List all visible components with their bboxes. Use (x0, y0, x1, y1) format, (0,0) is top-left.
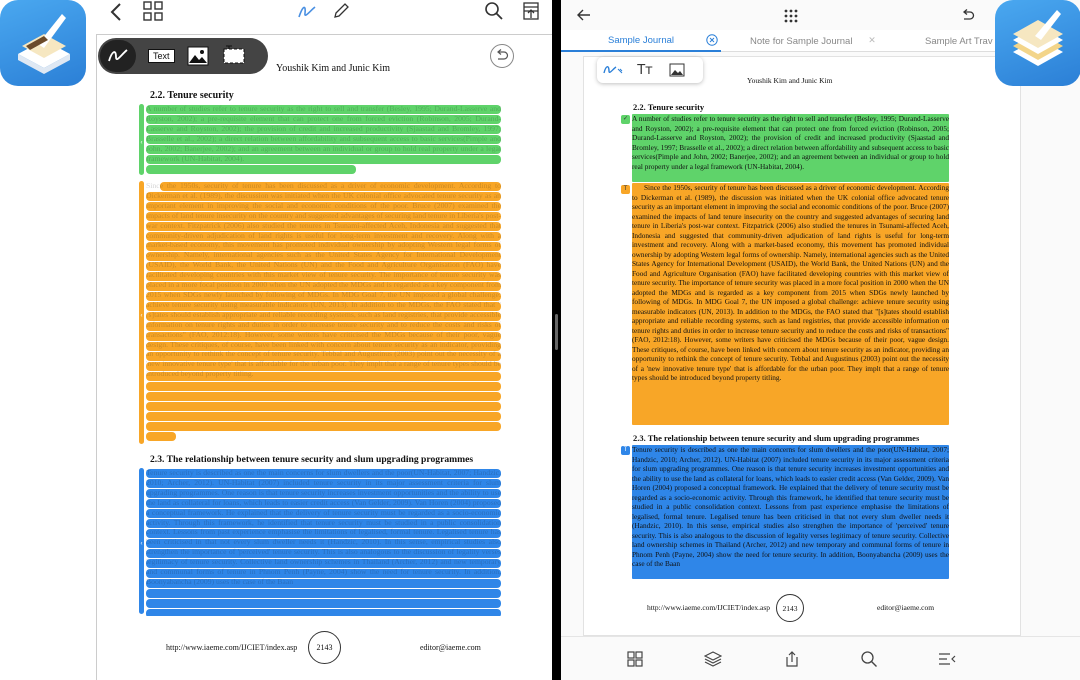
left-green-text: A number of studies refer to tenure security as the right to sell and transfer (Besley, 1995; Durand-Lasserve and Royston, 2002); a pre-requisite element that can protect one from forced eviction (Robinson, 2005; Durand-Lasserve and Royston, 2002); the provision of credit and increased productivity (Sjaastad and Bromley, 1997; Brasselle et al., 2002); a direct relation between affordability and subsequent access to basic services(Pimple and John, 2002; Banerjee, 2002); and an agreement between an individual or group to hold real property under a legal framework (UN-Habitat, 2004). (146, 104, 501, 163)
left-orange-text: Since the 1950s, security of tenure has been discussed as a driver of economic development. According to Dickerman et al. (1989), the discussion was initiated when the UK colonial office advocated tenure security as an important element in improving the social and economic conditions of the poor. Bruce (2007) examined the impacts of land tenure insecurity on the country and suggested advantages of securing land tenure in Liberia's post-war context. Fitzpatrick (2006) also studied the tenures in Tsunami-affected Aceh, Indonesia and suggested that community-driven adjudication of land rights is useful for long-term investment and recovery. Along with a market-based economy, this movement has promoted individual ownership by adopting Western legal forms of ownership. Namely, international agencies such as the United States Agency for International Development (USAID), the World Bank, the United Nations (UN) and the Food and Agriculture Organisation (FAO) have facilitated developing countries with this market view of tenure security. The importance of tenure security was placed in a more focal position in 2000 when the UN adopted the MDGs and is regarded as a key component from 2015 when SDGs newly launched by following of MDGs. In MDG Goal 7, the UN imposed a global challenge: achieve tenure security using measurable indicators (UN, 2013). In addition to the MDGs, the FAO stated that "[s]tates should establish appropriate and reliable recording systems, such as land registries, that provide accessible information on tenure rights and duties in order to increase tenure security and to reduce the costs and risks of transactions" (FAO, 2012:18). However, some writers have criticised the MDGs because of their poor, vague design. These critiques, of course, have been linked with concern about tenure security as an indicator, providing an opportunity to rethink the concept of tenure security. Tebbal and Augustinus (2003) point out the necessity of a 'new innovative tenure type' that is affordable for the urban poor. They implt that a range of tenure types should be introduced beyond property titling. (146, 181, 501, 379)
tab-note[interactable] (750, 30, 870, 52)
orange-margin-bar[interactable]: ‹ (139, 181, 144, 444)
menu-icon[interactable] (937, 649, 957, 669)
left-page-number: 2143 (308, 631, 341, 664)
tab-label: Note for Sample Journal (750, 35, 853, 47)
right-authors: Youshik Kim and Junic Kim (747, 76, 833, 85)
left-blue-highlight[interactable] (146, 468, 501, 616)
search-icon[interactable] (859, 649, 879, 669)
divider-grip[interactable] (555, 314, 558, 350)
left-blue-text: Tenure security is described as one the main concerns for slum dwellers and the poor(UN-Habitat, 2007; Handzic, 2010; Archer, 2012). UN-Habitat (2007) included tenure security in its major assessment criteria for slum upgrading programmes. One reason is that tenure security increases investment opportunities and the ability to use the land as collateral for loans, which leads to easier credit access (Van Gelder, 2009). Van Horen (2004) proposed a conceptual framework. He explained that the delivery of tenure security must be regarded as a socio-economic activity. Through this framework, he identified that tenure security must be studied in a public consolidation context. Lessons from past experience emphasise the limitations of legalised, formal tenure. Legalised tenure has been criticised in that not every slum dweller needs it (Handzic, 2010). In this sense, empirical studies also strengthen the importance of 'perceived' tenure security. This is also analogous to the discussion of legality verses legitimacy of tenure security. Collective land ownership schemes in Thailand (Archer, 2012) and new temporary and communal forms of tenure in Phnom Penh (Payne, 2004) show the need for tenure security. In addition, Boonyabancha (2009) uses the case of the Baan (146, 468, 501, 586)
undo-button[interactable] (490, 44, 514, 68)
left-section-heading-2: 2.3. The relationship between tenure security and slum upgrading programmes (150, 454, 474, 465)
green-margin-bar[interactable]: ‹ (139, 104, 144, 175)
export-icon[interactable] (520, 0, 542, 22)
text-tool-label: Text (148, 49, 175, 63)
back-arrow-icon[interactable] (575, 6, 593, 24)
pen-tool-button[interactable] (597, 57, 629, 83)
tab-label: Sample Journal (607, 34, 674, 46)
back-icon[interactable] (106, 0, 126, 24)
blue-margin-bar[interactable]: ‹ (139, 468, 144, 614)
undo-icon (495, 49, 509, 63)
blue-note-marker[interactable]: T (621, 446, 630, 455)
pencil-icon[interactable] (330, 0, 352, 22)
right-page-number: 2143 (776, 594, 804, 622)
orange-note-marker[interactable]: T (621, 185, 630, 194)
image-icon[interactable] (661, 57, 693, 83)
left-green-highlight[interactable] (146, 104, 501, 178)
right-blue-highlight[interactable] (632, 445, 949, 579)
drawing-toolbar (98, 38, 268, 74)
left-section-heading-1: 2.2. Tenure security (150, 90, 234, 101)
bottom-toolbar (561, 636, 1080, 680)
image-tool-button[interactable] (187, 46, 209, 66)
annotation-toolbar (597, 57, 703, 83)
tab-sample-journal[interactable] (561, 30, 721, 52)
close-tab-icon[interactable] (705, 33, 719, 47)
right-orange-highlight[interactable] (632, 183, 949, 425)
text-size-icon[interactable]: Tт (637, 62, 653, 78)
right-footer-email: editor@iaeme.com (877, 603, 935, 612)
text-tool-button[interactable] (148, 49, 175, 63)
left-footer-url: http://www.iaeme.com/IJCIET/index.asp (166, 643, 298, 652)
tab-label: Sample Art Trav (925, 35, 993, 47)
right-section-heading-2: 2.3. The relationship between tenure security and slum upgrading programmes (633, 433, 920, 443)
right-green-text: A number of studies refer to tenure security as the right to sell and transfer (Besley, 1995; Durand-Lasserve and Royston, 2002); a pre-requisite element that can protect one from forced eviction (Robinson, 2005; Durand-Lasserve and Royston, 2002); the provision of credit and increased productivity (Sjaastad and Bromley, 1997; Brasselle et al., 2002); a direct relation between affordability and subsequent access to basic services(Pimple and John, 2002; Banerjee, 2002); and an agreement between an individual or group to hold real property under a legal framework (UN-Habitat, 2004). (632, 114, 949, 171)
grid-icon[interactable] (625, 649, 645, 669)
left-authors: Youshik Kim and Junic Kim (276, 63, 390, 74)
split-divider[interactable] (552, 0, 561, 680)
green-note-marker[interactable]: ✓ (622, 116, 629, 122)
right-pane (561, 0, 1080, 680)
left-footer-email: editor@iaeme.com (420, 643, 481, 652)
search-icon[interactable] (482, 0, 506, 22)
right-blue-text: Tenure security is described as one the main concerns for slum dwellers and the poor(UN-Habitat, 2007; Handzic, 2010; Archer, 2012). UN-Habitat (2007) included tenure security in its major assessment criteria for slum upgrading programmes. One reason is that tenure security increases investment opportunities and the ability to use the land as collateral for loans, which leads to easier credit access (Van Gelder, 2009). Van Horen (2004) proposed a conceptual framework. He explained that the delivery of tenure security must be regarded as a socio-economic activity. Through this framework, he identified that tenure security must be studied in a public consolidation context. Lessons from past experience emphasise the limitations of legalised, formal tenure. Legalised tenure has been criticised in that not every slum dweller needs it (Handzic, 2010). In this sense, empirical studies also strengthen the importance of 'perceived' tenure security. This is also analogous to the discussion of legality verses legitimacy of tenure security. Collective land ownership schemes in Thailand (Archer, 2012) and new temporary and communal forms of tenure in Phnom Penh (Payne, 2004) show the need for tenure security. In addition, Boonyabancha (2009) uses the case of the Baan (632, 445, 949, 568)
right-green-highlight[interactable] (632, 114, 949, 182)
app-logo-left (0, 0, 86, 86)
close-tab-icon[interactable]: ✕ (868, 34, 876, 45)
lasso-tool-button[interactable] (221, 45, 247, 67)
right-section-heading-1: 2.2. Tenure security (633, 102, 705, 112)
app-logo-right (995, 0, 1080, 86)
undo-icon[interactable] (959, 6, 977, 24)
share-icon[interactable] (782, 649, 802, 669)
right-footer-url: http://www.iaeme.com/IJCIET/index.asp (647, 603, 771, 612)
layers-icon[interactable] (703, 649, 723, 669)
left-orange-highlight[interactable] (146, 181, 501, 446)
pen-tool-button[interactable] (100, 40, 136, 72)
pen-icon[interactable] (296, 0, 318, 22)
grid-dots-icon[interactable] (781, 6, 801, 26)
grid-icon[interactable] (142, 0, 164, 22)
right-orange-text: Since the 1950s, security of tenure has been discussed as a driver of economic development. According to Dickerman et al. (1989), the discussion was initiated when the UK colonial office advocated tenure security as an important element in improving the social and economic conditions of the poor. Bruce (2007) examined the impacts of land tenure insecurity on the country and suggested advantages of securing land tenure in Liberia's post-war context. Fitzpatrick (2006) also studied the tenures in Tsunami-affected Aceh, Indonesia and suggested that community-driven adjudication of land rights is useful for long-term investment and recovery. Along with a market-based economy, this movement has promoted individual ownership by adopting Western legal forms of ownership. Namely, international agencies such as the United States Agency for International Development (USAID), the World Bank, the United Nations (UN) and the Food and Agriculture Organisation (FAO) have facilitated developing countries with this market view of tenure security. The importance of tenure security was placed in a more focal position in 2000 when the UN adopted the MDGs and is regarded as a key component from 2015 when SDGs newly launched by following of MDGs. In MDG Goal 7, the UN imposed a global challenge: achieve tenure security using measurable indicators (UN, 2013). In addition to the MDGs, the FAO stated that "[s]tates should establish appropriate and reliable recording systems, such as land registries, that provide accessible information on tenure rights and duties in order to increase tenure security and to reduce the costs and risks of transactions" (FAO, 2012:18). However, some writers have criticised the MDGs because of their poor, vague design. These critiques, of course, have been linked with concern about tenure security as an indicator, providing an opportunity to rethink the concept of tenure security. Tebbal and Augustinus (2003) point out the necessity of a 'new innovative tenure type' that is affordable for the urban poor. They implt that a range of tenure types should be introduced beyond property titling. (632, 183, 949, 382)
